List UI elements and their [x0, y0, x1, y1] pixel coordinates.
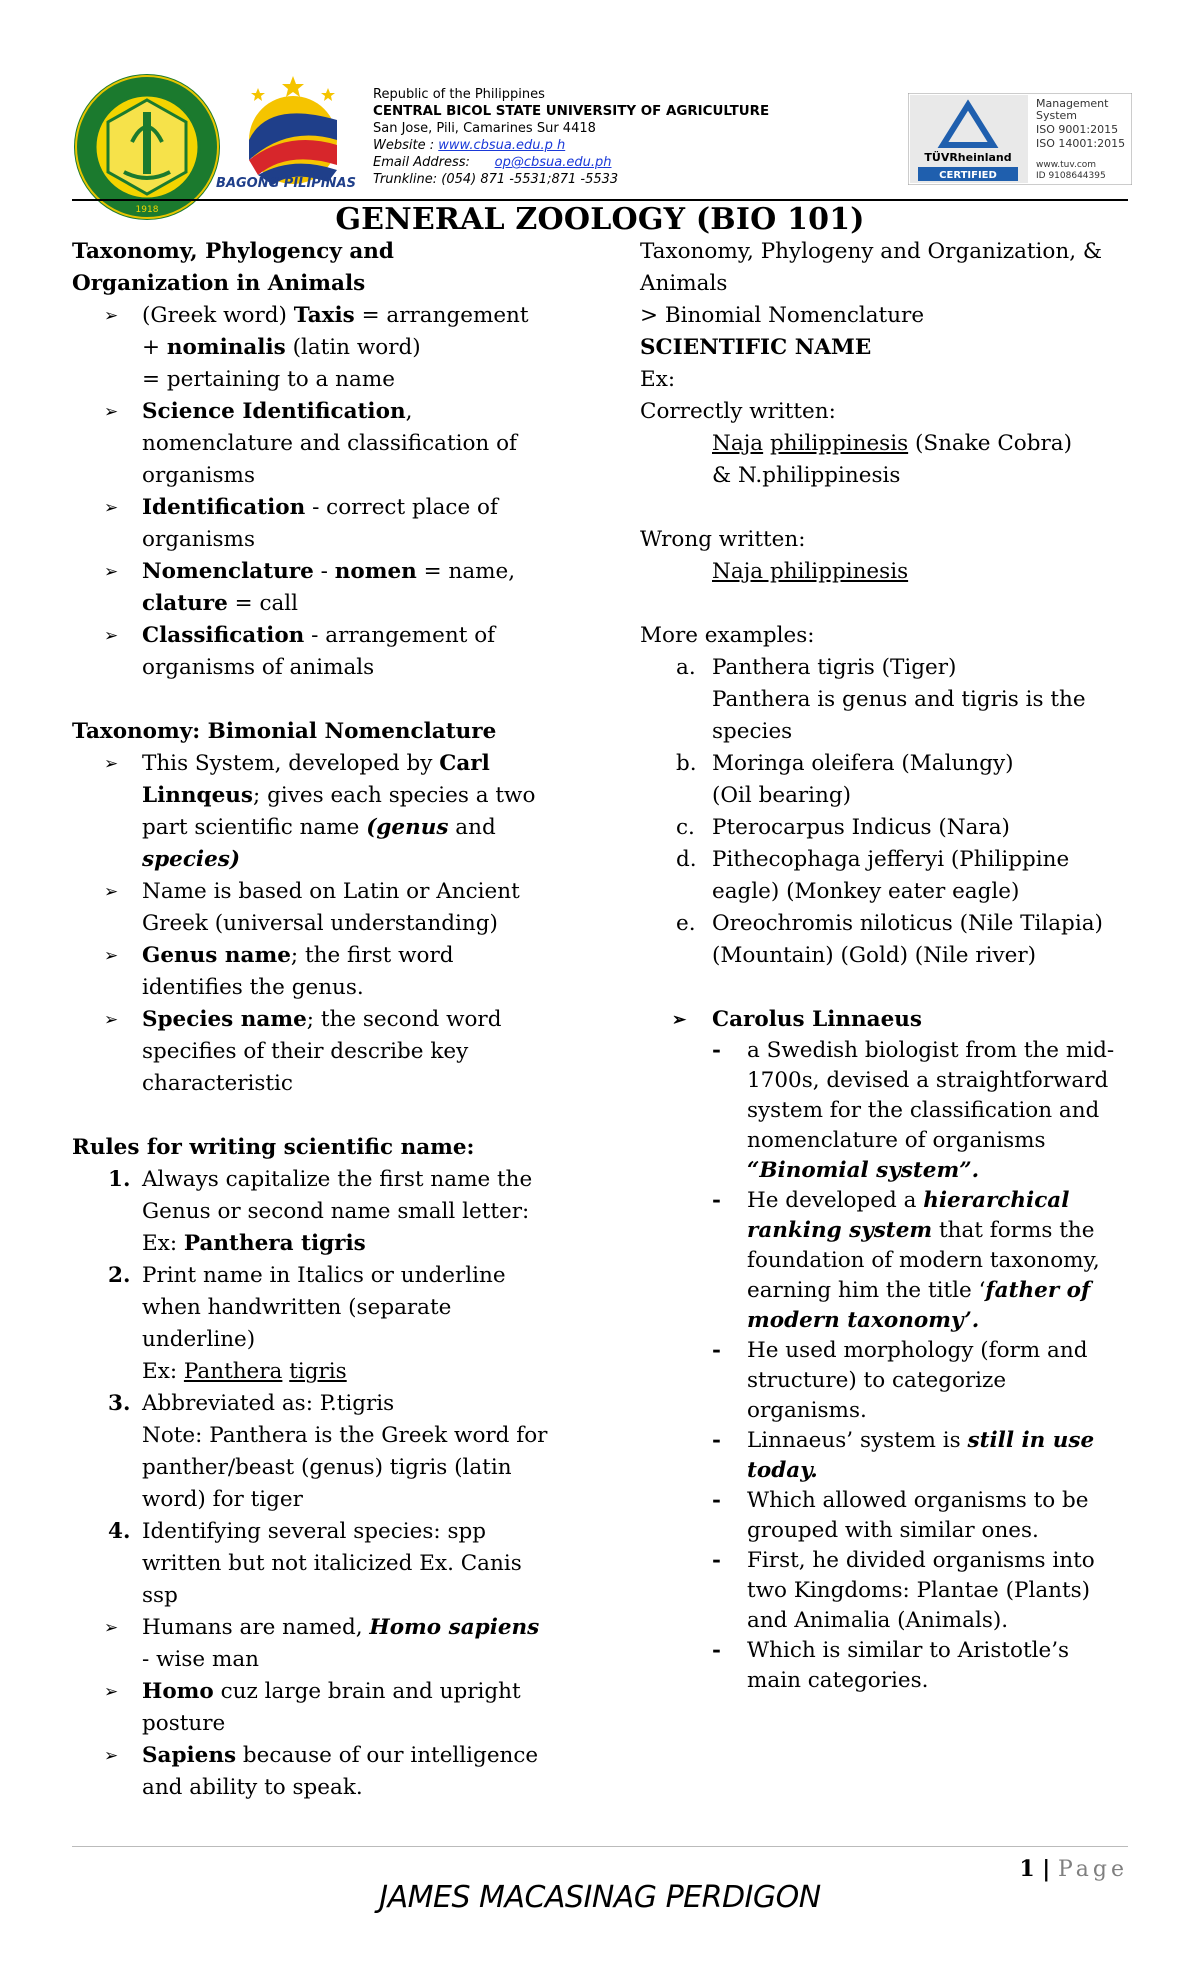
rule-3-line-3: panther/beast (genus) tigris (latin	[142, 1455, 512, 1480]
rule-4: 4. Identifying several species: spp	[108, 1519, 487, 1544]
address-line: San Jose, Pili, Camarines Sur 4418	[373, 121, 596, 136]
linnaeus-point-3: - He used morphology (form and	[640, 1336, 1140, 1366]
email-line	[373, 154, 769, 171]
website-link[interactable]: www.cbsua.edu.p h	[438, 138, 566, 153]
left-heading-1a: Taxonomy, Phylogency and	[72, 239, 394, 264]
arrow-bullet-icon: ➢	[104, 1010, 119, 1030]
tuv-certified-badge	[908, 93, 1132, 185]
left-heading-1b: Organization in Animals	[72, 271, 366, 296]
linnaeus-point-2-line-5: modern taxonomy’.	[747, 1308, 980, 1333]
tuv-line-4: www.tuv.com	[1036, 160, 1097, 170]
trunkline-line: Trunkline: (054) 871 -5531;871 -5533	[373, 172, 619, 187]
right-heading-1a: Taxonomy, Phylogeny and Organization, &	[640, 239, 1103, 264]
example-a-line-2: Panthera is genus and tigris is the	[712, 687, 1086, 712]
rule-1: 1. Always capitalize the first name the	[108, 1167, 533, 1192]
example-b-line-2: (Oil bearing)	[712, 783, 852, 808]
bullet-taxis-line-2: + nominalis (latin word)	[142, 335, 421, 360]
more-examples-label: More examples:	[640, 623, 815, 648]
dash-bullet: -	[712, 1488, 721, 1513]
arrow-bullet-icon: ➢	[104, 1618, 119, 1638]
tuv-line-3: ISO 14001:2015	[1036, 137, 1126, 150]
linnaeus-point-1-line-2: 1700s, devised a straightforward	[747, 1068, 1109, 1093]
wrong-example: Naja philippinesis	[712, 559, 909, 584]
dash-bullet: -	[712, 1188, 721, 1213]
bullet-identification-line-2: organisms	[142, 527, 255, 552]
example-e-line-2: (Mountain) (Gold) (Nile river)	[712, 943, 1037, 968]
bullet-sapiens: ➢ Sapiens because of our intelligence	[72, 1740, 572, 1772]
ex-label: Ex:	[640, 367, 676, 392]
arrow-bullet-icon: ➢	[104, 1746, 119, 1766]
bullet-science-line-2: nomenclature and classification of	[142, 431, 517, 456]
bullet-genus-line-2: identifies the genus.	[142, 975, 364, 1000]
linnaeus-point-1-line-5: “Binomial system”.	[747, 1158, 980, 1183]
correct-example: Naja philippinesis (Snake Cobra)	[712, 431, 1072, 456]
university-name: CENTRAL BICOL STATE UNIVERSITY OF AGRICULTURE	[373, 104, 770, 119]
linnaeus-point-4: - Linnaeus’ system is still in use	[640, 1426, 1140, 1456]
rule-3-line-4: word) for tiger	[142, 1487, 303, 1512]
bullet-nomenclature: ➢ Nomenclature - nomen = name,	[72, 556, 572, 588]
bullet-system-line-3: part scientific name (genus and	[142, 815, 496, 840]
example-a-line-3: species	[712, 719, 793, 744]
footer-divider	[72, 1846, 1128, 1847]
bullet-system-line-4: species)	[142, 847, 241, 872]
linnaeus-point-5: - Which allowed organisms to be	[640, 1486, 1140, 1516]
bullet-humans: ➢ Humans are named, Homo sapiens	[72, 1612, 572, 1644]
linnaeus-point-4-line-2: today.	[747, 1458, 818, 1483]
rule-3: 3. Abbreviated as: P.tigris	[108, 1391, 395, 1416]
bullet-nomenclature-line-2: clature = call	[142, 591, 299, 616]
arrow-bullet-icon: ➢	[104, 626, 119, 646]
arrow-bullet-icon: ➢	[104, 306, 119, 326]
linnaeus-point-6-line-2: two Kingdoms: Plantae (Plants)	[747, 1578, 1091, 1603]
author-name: JAMES MACASINAG PERDIGON	[379, 1880, 821, 1915]
bagong-pilipinas-text: BAGONG PILIPINAS	[216, 176, 356, 191]
linnaeus-point-1: - a Swedish biologist from the mid-	[640, 1036, 1140, 1066]
rule-4-line-3: ssp	[142, 1583, 178, 1608]
rule-2: 2. Print name in Italics or underline	[108, 1263, 506, 1288]
arrow-bullet-icon: ➢	[104, 562, 119, 582]
bullet-sapiens-line-2: and ability to speak.	[142, 1775, 363, 1800]
linnaeus-point-7: - Which is similar to Aristotle’s	[640, 1636, 1140, 1666]
dash-bullet: -	[712, 1548, 721, 1573]
correct-label: Correctly written:	[640, 399, 836, 424]
linnaeus-point-3-line-3: organisms.	[747, 1398, 867, 1423]
seal-year: 1918	[135, 205, 159, 215]
rule-4-line-2: written but not italicized Ex. Canis	[142, 1551, 522, 1576]
tuv-line-2: ISO 9001:2015	[1036, 123, 1119, 136]
bullet-taxis: ➢ (Greek word) Taxis = arrangement	[72, 300, 572, 332]
bullet-species-name: ➢ Species name; the second word	[72, 1004, 572, 1036]
bullet-species-line-2: specifies of their describe key	[142, 1039, 469, 1064]
rule-1-line-3: Ex: Panthera tigris	[142, 1231, 366, 1256]
wrong-label: Wrong written:	[640, 527, 806, 552]
rule-1-line-2: Genus or second name small letter:	[142, 1199, 530, 1224]
carolus-linnaeus-heading: ➢ Carolus Linnaeus	[640, 1004, 1140, 1036]
example-b: b. Moringa oleifera (Malungy)	[676, 751, 1014, 776]
linnaeus-point-6-line-3: and Animalia (Animals).	[747, 1608, 1009, 1633]
tuv-brand: TÜVRheinland	[924, 151, 1012, 164]
bullet-classification: ➢ Classification - arrangement of	[72, 620, 572, 652]
right-heading-1c: > Binomial Nomenclature	[640, 303, 925, 328]
correct-example-line-2: & N.philippinesis	[712, 463, 901, 488]
bullet-science-identification: ➢ Science Identification,	[72, 396, 572, 428]
right-column	[640, 236, 1140, 1696]
linnaeus-point-2-line-2: ranking system that forms the	[747, 1218, 1095, 1243]
linnaeus-point-2-line-4: earning him the title ‘father of	[747, 1278, 1091, 1303]
linnaeus-point-3-line-2: structure) to categorize	[747, 1368, 1007, 1393]
arrow-bullet-icon: ➢	[104, 754, 119, 774]
rule-3-line-2: Note: Panthera is the Greek word for	[142, 1423, 548, 1448]
university-info	[373, 86, 769, 188]
bullet-latin-line-2: Greek (universal understanding)	[142, 911, 498, 936]
dash-bullet: -	[712, 1038, 721, 1063]
bullet-classification-line-2: organisms of animals	[142, 655, 375, 680]
bullet-humans-line-2: - wise man	[142, 1647, 260, 1672]
bullet-system-line-2: Linnqeus; gives each species a two	[142, 783, 536, 808]
example-c: c. Pterocarpus Indicus (Nara)	[676, 815, 1010, 840]
rule-2-line-2: when handwritten (separate	[142, 1295, 452, 1320]
bullet-homo-line-2: posture	[142, 1711, 226, 1736]
linnaeus-point-1-line-3: system for the classification and	[747, 1098, 1100, 1123]
arrow-bullet-icon: ➢	[104, 882, 119, 902]
linnaeus-point-5-line-2: grouped with similar ones.	[747, 1518, 1039, 1543]
bullet-genus-name: ➢ Genus name; the first word	[72, 940, 572, 972]
email-label: Email Address:	[373, 155, 470, 170]
dash-bullet: -	[712, 1338, 721, 1363]
left-heading-2: Taxonomy: Bimonial Nomenclature	[72, 719, 497, 744]
bullet-taxis-line-3: = pertaining to a name	[142, 367, 395, 392]
linnaeus-point-6: - First, he divided organisms into	[640, 1546, 1140, 1576]
linnaeus-points	[640, 1036, 1140, 1696]
document-title: GENERAL ZOOLOGY (BIO 101)	[335, 202, 865, 237]
bullet-system: ➢ This System, developed by Carl	[72, 748, 572, 780]
page-number: 1 | Page	[1019, 1856, 1128, 1882]
bullet-identification: ➢ Identification - correct place of	[72, 492, 572, 524]
linnaeus-point-1-line-4: nomenclature of organisms	[747, 1128, 1046, 1153]
dash-bullet: -	[712, 1428, 721, 1453]
rule-2-line-3: underline)	[142, 1327, 256, 1352]
republic-line: Republic of the Philippines	[373, 87, 545, 102]
linnaeus-point-7-line-2: main categories.	[747, 1668, 929, 1693]
left-column	[72, 236, 572, 1804]
example-d: d. Pithecophaga jefferyi (Philippine	[676, 847, 1070, 872]
header-divider	[72, 199, 1128, 201]
email-link[interactable]: op@cbsua.edu.ph	[494, 155, 612, 170]
linnaeus-point-2: - He developed a hierarchical	[640, 1186, 1140, 1216]
bullet-science-line-3: organisms	[142, 463, 255, 488]
bullet-latin: ➢ Name is based on Latin or Ancient	[72, 876, 572, 908]
tuv-cert: CERTIFIED	[939, 170, 997, 181]
website-label: Website :	[373, 138, 435, 153]
tuv-line-5: ID 9108644395	[1036, 171, 1106, 181]
rule-2-line-4: Ex: Panthera tigris	[142, 1359, 347, 1384]
arrow-bullet-icon: ➢	[104, 402, 119, 422]
example-d-line-2: eagle) (Monkey eater eagle)	[712, 879, 1020, 904]
bullet-homo: ➢ Homo cuz large brain and upright	[72, 1676, 572, 1708]
linnaeus-point-2-line-3: foundation of modern taxonomy,	[747, 1248, 1100, 1273]
dash-bullet: -	[712, 1638, 721, 1663]
arrow-bullet-icon: ➢	[672, 1010, 687, 1030]
tuv-line-0: Management	[1036, 97, 1109, 110]
bullet-species-line-3: characteristic	[142, 1071, 293, 1096]
scientific-name-heading: SCIENTIFIC NAME	[640, 335, 872, 360]
right-heading-1b: Animals	[640, 271, 728, 296]
arrow-bullet-icon: ➢	[104, 498, 119, 518]
example-e: e. Oreochromis niloticus (Nile Tilapia)	[676, 911, 1103, 936]
website-line	[373, 137, 769, 154]
arrow-bullet-icon: ➢	[104, 946, 119, 966]
left-heading-3: Rules for writing scientific name:	[72, 1135, 475, 1160]
example-a: a. Panthera tigris (Tiger)	[676, 655, 957, 680]
arrow-bullet-icon: ➢	[104, 1682, 119, 1702]
tuv-line-1: System	[1036, 109, 1078, 122]
